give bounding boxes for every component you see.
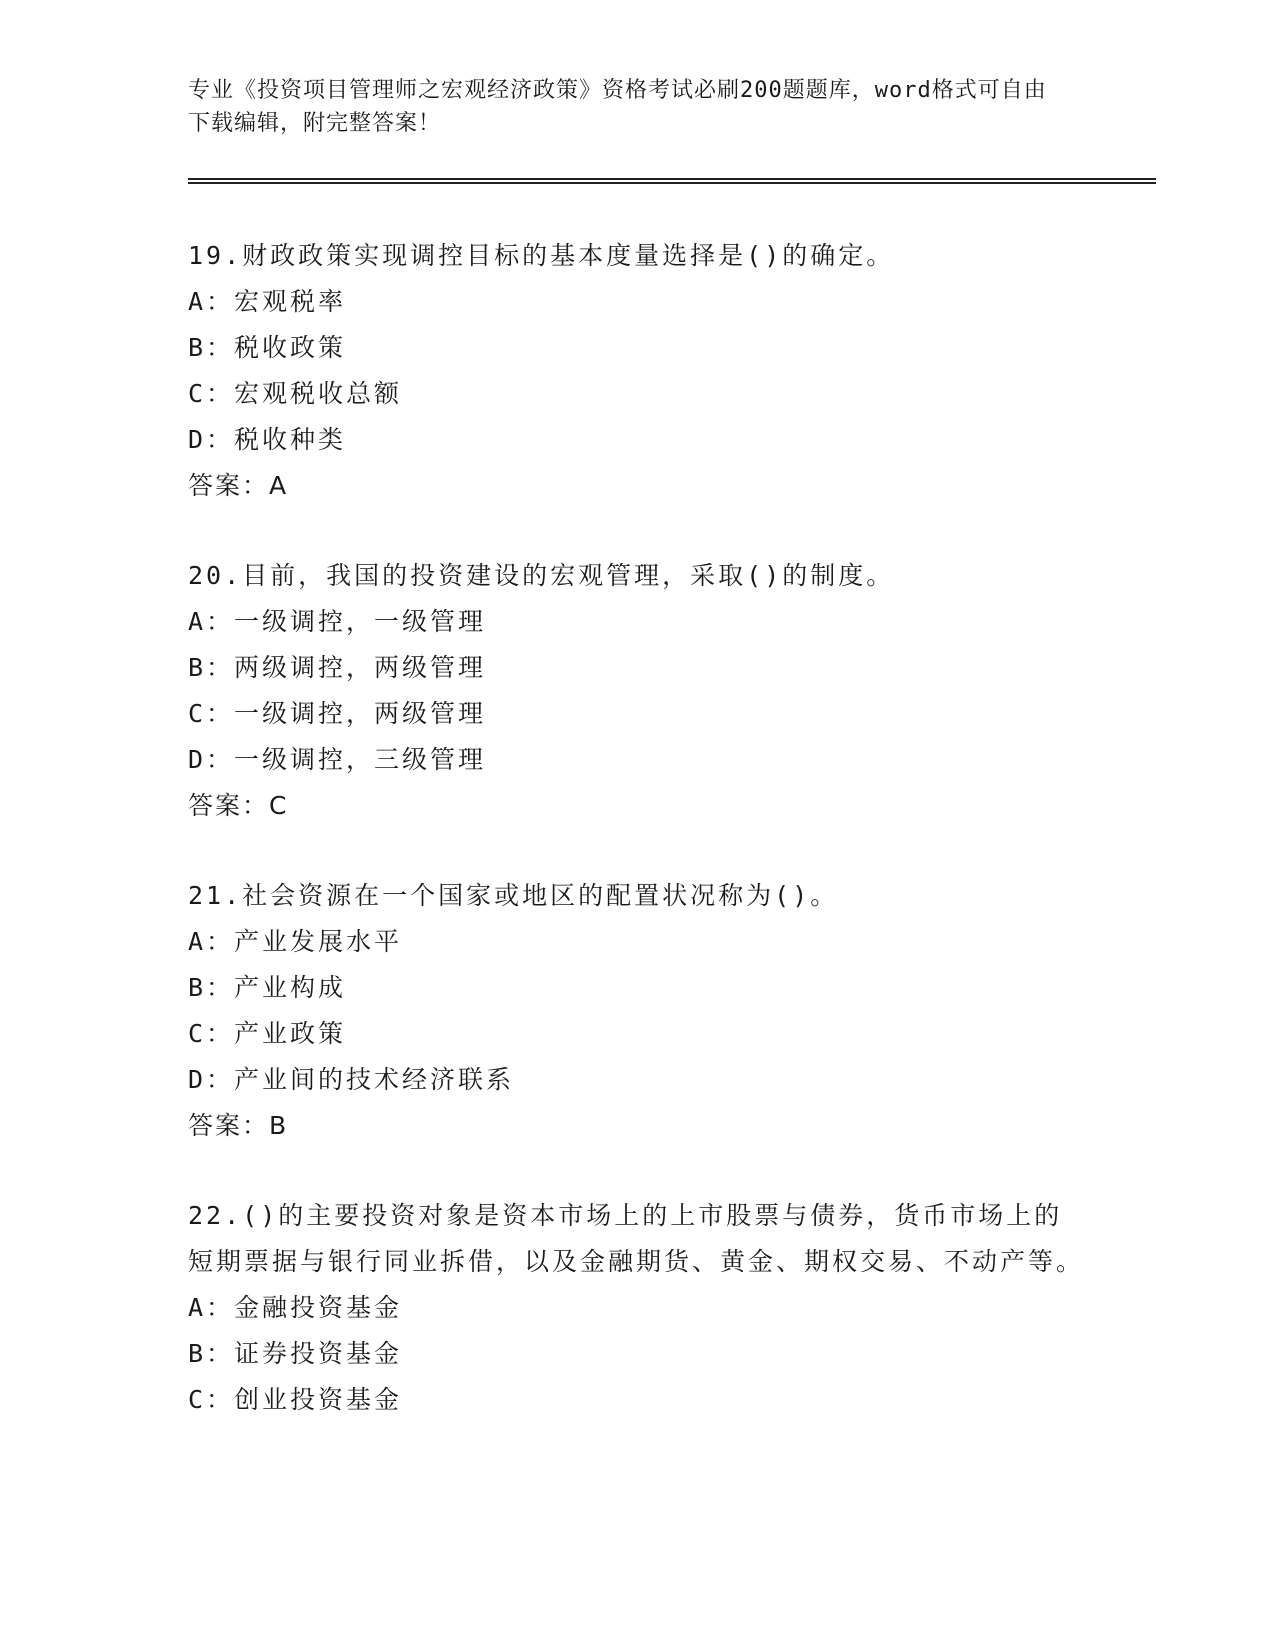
option-b: B：税收政策 — [188, 333, 347, 362]
option-d: D：产业间的技术经济联系 — [188, 1065, 515, 1094]
question-stem: 19.财政政策实现调控目标的基本度量选择是()的确定。 — [188, 241, 895, 270]
question-19 — [188, 233, 1088, 509]
document-header — [188, 74, 1068, 140]
answer-line: 答案：A — [188, 471, 289, 500]
option-a: A：一级调控，一级管理 — [188, 607, 487, 636]
question-stem: 21.社会资源在一个国家或地区的配置状况称为()。 — [188, 881, 839, 910]
option-d: D：一级调控，三级管理 — [188, 745, 487, 774]
option-b: B：两级调控，两级管理 — [188, 653, 487, 682]
option-c: C：产业政策 — [188, 1019, 347, 1048]
question-stem: 20.目前，我国的投资建设的宏观管理，采取()的制度。 — [188, 561, 895, 590]
option-d: D：税收种类 — [188, 425, 347, 454]
option-a: A：宏观税率 — [188, 287, 347, 316]
option-b: B：证券投资基金 — [188, 1339, 403, 1368]
option-b: B：产业构成 — [188, 973, 347, 1002]
option-a: A：产业发展水平 — [188, 927, 403, 956]
header-divider — [188, 178, 1156, 184]
question-20 — [188, 553, 1088, 829]
option-a: A：金融投资基金 — [188, 1293, 403, 1322]
answer-line: 答案：C — [188, 791, 289, 820]
question-22 — [188, 1193, 1088, 1423]
option-c: C：一级调控，两级管理 — [188, 699, 487, 728]
header-title: 专业《投资项目管理师之宏观经济政策》资格考试必刷200题题库，word格式可自由下载编辑，附完整答案！ — [188, 78, 1047, 136]
question-stem: 22.()的主要投资对象是资本市场上的上市股票与债券，货币市场上的短期票据与银行同业拆借，以及金融期货、黄金、期权交易、不动产等。 — [188, 1201, 1085, 1276]
answer-line: 答案：B — [188, 1111, 289, 1140]
option-c: C：宏观税收总额 — [188, 379, 403, 408]
question-21 — [188, 873, 1088, 1149]
option-c: C：创业投资基金 — [188, 1385, 403, 1414]
